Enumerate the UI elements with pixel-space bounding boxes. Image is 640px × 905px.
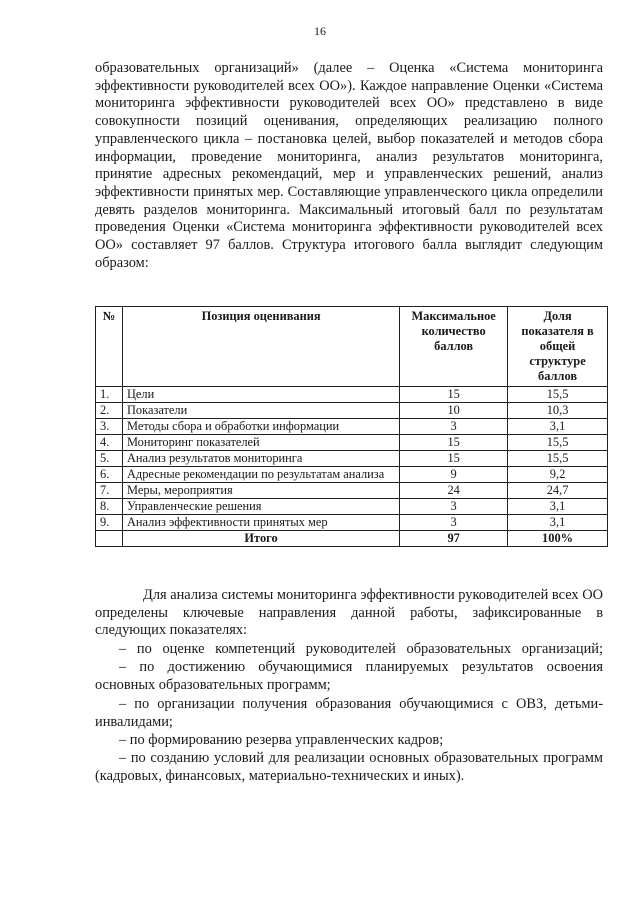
row-share: 9,2 xyxy=(508,467,608,483)
row-share: 10,3 xyxy=(508,403,608,419)
total-share: 100% xyxy=(508,531,608,547)
row-share: 24,7 xyxy=(508,483,608,499)
row-position: Меры, мероприятия xyxy=(122,483,399,499)
total-number-cell xyxy=(96,531,123,547)
outro-paragraph: Для анализа системы мониторинга эффективности руководителей всех ОО определены ключевые направления данной работы, зафиксированные в следующих показателях: xyxy=(95,587,603,639)
table-row xyxy=(96,435,608,451)
header-max-points: Максимальное количество баллов xyxy=(400,307,508,387)
table-total-row xyxy=(96,531,608,547)
table-row xyxy=(96,387,608,403)
list-item: – по созданию условий для реализации основных образовательных программ (кадровых, финансовых, материально-технических и иных). xyxy=(95,750,603,785)
row-position: Методы сбора и обработки информации xyxy=(122,419,399,435)
table-row xyxy=(96,467,608,483)
header-share: Доля показателя в общей структуре баллов xyxy=(508,307,608,387)
total-label: Итого xyxy=(122,531,399,547)
intro-paragraph: образовательных организаций» (далее – Оценка «Система мониторинга эффективности руководителей всех ОО»). Каждое направление Оценки «Система мониторинга эффективности руководителей всех ОО» представлено в виде совокупности позиций оценивания, определяющих реализацию полного управленческого цикла – постановка целей, выбор показателей и методов сбора информации, проведение мониторинга, анализ результатов мониторинга, принятие адресных рекомендаций, мер и управленческих решений, анализ эффективности принятых мер. Составляющие управленческого цикла определили девять разделов мониторинга. Максимальный итоговый балл по результатам проведения Оценки «Система мониторинга эффективности руководителей всех ОО» составляет 97 баллов. Структура итогового балла выглядит следующим образом: xyxy=(95,60,603,271)
row-position: Адресные рекомендации по результатам анализа xyxy=(122,467,399,483)
header-number: № xyxy=(96,307,123,387)
row-number: 9. xyxy=(96,515,123,531)
row-position: Мониторинг показателей xyxy=(122,435,399,451)
indicator-list xyxy=(95,640,603,786)
row-number: 5. xyxy=(96,451,123,467)
list-item: – по оценке компетенций руководителей образовательных организаций; xyxy=(119,641,603,657)
row-position: Анализ эффективности принятых мер xyxy=(122,515,399,531)
row-max-points: 15 xyxy=(400,387,508,403)
table-row xyxy=(96,499,608,515)
row-max-points: 15 xyxy=(400,435,508,451)
page-number: 16 xyxy=(314,24,326,38)
row-number: 3. xyxy=(96,419,123,435)
table-row xyxy=(96,451,608,467)
table-row xyxy=(96,515,608,531)
table-header-row xyxy=(96,307,608,387)
header-position: Позиция оценивания xyxy=(122,307,399,387)
row-share: 3,1 xyxy=(508,499,608,515)
row-position: Анализ результатов мониторинга xyxy=(122,451,399,467)
row-share: 3,1 xyxy=(508,419,608,435)
table-row xyxy=(96,419,608,435)
row-position: Показатели xyxy=(122,403,399,419)
score-structure-table xyxy=(95,306,608,547)
row-number: 4. xyxy=(96,435,123,451)
row-max-points: 24 xyxy=(400,483,508,499)
row-max-points: 3 xyxy=(400,499,508,515)
row-number: 2. xyxy=(96,403,123,419)
total-max-points: 97 xyxy=(400,531,508,547)
row-max-points: 3 xyxy=(400,419,508,435)
row-max-points: 15 xyxy=(400,451,508,467)
row-share: 15,5 xyxy=(508,387,608,403)
row-position: Управленческие решения xyxy=(122,499,399,515)
table-row xyxy=(96,483,608,499)
row-max-points: 3 xyxy=(400,515,508,531)
row-share: 15,5 xyxy=(508,451,608,467)
list-item: – по достижению обучающимися планируемых результатов освоения основных образовательных программ; xyxy=(95,659,603,694)
row-share: 3,1 xyxy=(508,515,608,531)
row-number: 8. xyxy=(96,499,123,515)
row-number: 7. xyxy=(96,483,123,499)
list-item: – по формированию резерва управленческих кадров; xyxy=(119,732,444,749)
row-max-points: 10 xyxy=(400,403,508,419)
row-number: 6. xyxy=(96,467,123,483)
row-number: 1. xyxy=(96,387,123,403)
table-row xyxy=(96,403,608,419)
row-share: 15,5 xyxy=(508,435,608,451)
list-item: – по организации получения образования обучающимися с ОВЗ, детьми-инвалидами; xyxy=(95,695,603,730)
row-position: Цели xyxy=(122,387,399,403)
row-max-points: 9 xyxy=(400,467,508,483)
